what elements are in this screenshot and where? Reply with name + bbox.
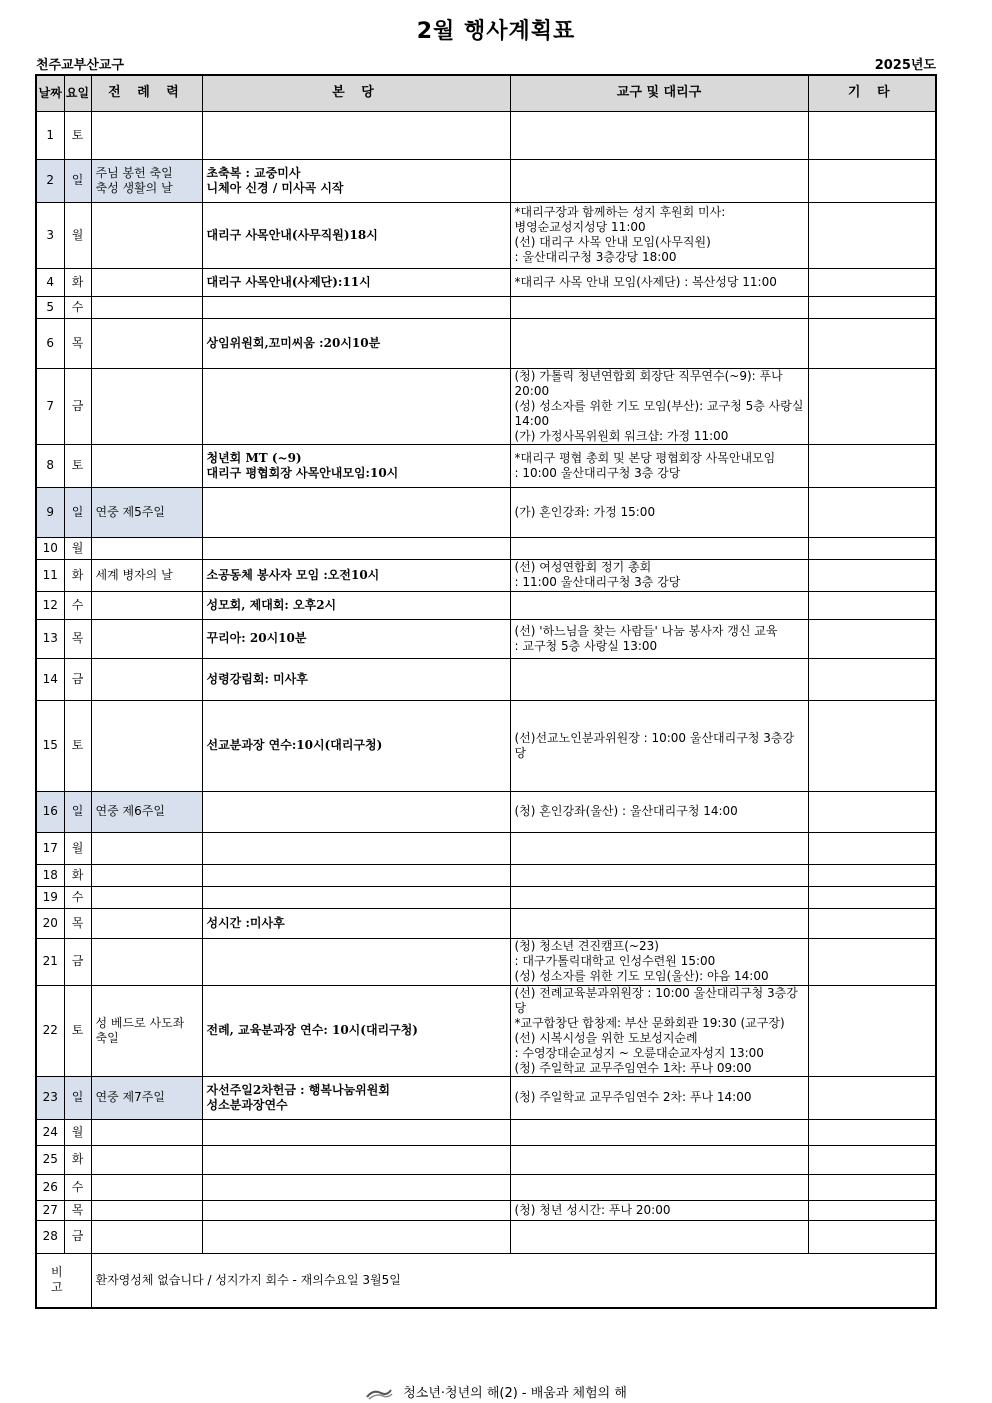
parish-cell: [202, 1174, 510, 1200]
liturgy-cell: [91, 111, 202, 159]
weekday-cell: 토: [64, 111, 91, 159]
schedule-body: [36, 111, 936, 1253]
parish-cell: [202, 537, 510, 559]
footer: [0, 1382, 992, 1401]
parish-cell: [202, 111, 510, 159]
table-row: [36, 658, 936, 700]
day-cell: 21: [36, 938, 64, 985]
table-row: [36, 296, 936, 318]
liturgy-cell: [91, 296, 202, 318]
weekday-cell: 목: [64, 619, 91, 658]
other-cell: [808, 886, 936, 908]
diocese-cell: (청) 청년 성시간: 푸나 20:00: [510, 1200, 808, 1220]
table-row: [36, 1200, 936, 1220]
other-cell: [808, 1200, 936, 1220]
note-row: [36, 1253, 936, 1308]
day-cell: 25: [36, 1145, 64, 1174]
other-cell: [808, 700, 936, 791]
diocese-cell: [510, 864, 808, 886]
note-label: 비 고: [36, 1253, 91, 1308]
weekday-cell: 목: [64, 908, 91, 938]
page-title: 2월 행사계획표: [416, 19, 576, 44]
footer-text: 청소년·청년의 해(2) - 배움과 체험의 해: [403, 1386, 627, 1401]
parish-cell: 대리구 사목안내(사제단):11시: [202, 268, 510, 296]
table-row: [36, 268, 936, 296]
other-cell: [808, 296, 936, 318]
other-cell: [808, 537, 936, 559]
weekday-cell: 수: [64, 591, 91, 619]
weekday-cell: 화: [64, 864, 91, 886]
liturgy-cell: [91, 908, 202, 938]
table-row: [36, 111, 936, 159]
liturgy-cell: 주님 봉헌 축일 축성 생활의 날: [91, 159, 202, 202]
other-cell: [808, 444, 936, 487]
table-row: [36, 700, 936, 791]
day-cell: 8: [36, 444, 64, 487]
parish-cell: [202, 1200, 510, 1220]
table-row: [36, 444, 936, 487]
diocese-cell: [510, 1145, 808, 1174]
diocese-cell: [510, 658, 808, 700]
day-cell: 11: [36, 559, 64, 591]
liturgy-cell: [91, 619, 202, 658]
parish-cell: [202, 832, 510, 864]
day-cell: 23: [36, 1076, 64, 1119]
parish-cell: [202, 1220, 510, 1253]
header-parish: 본 당: [202, 75, 510, 111]
diocese-cell: [510, 1220, 808, 1253]
diocese-cell: (청) 가톨릭 청년연합회 회장단 직무연수(~9): 푸나 20:00 (성) 성소자를 위한 기도 모임(부산): 교구청 5층 사랑실 14:00 (가) 가정사목위원회 워크샵: 가정 11:00: [510, 368, 808, 444]
liturgy-cell: [91, 318, 202, 368]
liturgy-cell: [91, 444, 202, 487]
weekday-cell: 일: [64, 1076, 91, 1119]
table-row: [36, 886, 936, 908]
day-cell: 15: [36, 700, 64, 791]
table-row: [36, 1119, 936, 1145]
day-cell: 28: [36, 1220, 64, 1253]
table-row: [36, 202, 936, 268]
diocese-cell: [510, 318, 808, 368]
diocese-cell: [510, 886, 808, 908]
parish-cell: 전례, 교육분과장 연수: 10시(대리구청): [202, 985, 510, 1076]
liturgy-cell: [91, 658, 202, 700]
other-cell: [808, 1220, 936, 1253]
day-cell: 2: [36, 159, 64, 202]
other-cell: [808, 591, 936, 619]
diocese-cell: (선)선교노인분과위원장 : 10:00 울산대리구청 3층강당: [510, 700, 808, 791]
other-cell: [808, 159, 936, 202]
day-cell: 14: [36, 658, 64, 700]
other-cell: [808, 268, 936, 296]
table-row: [36, 591, 936, 619]
liturgy-cell: 연중 제6주일: [91, 791, 202, 832]
weekday-cell: 화: [64, 559, 91, 591]
weekday-cell: 월: [64, 202, 91, 268]
day-cell: 7: [36, 368, 64, 444]
day-cell: 26: [36, 1174, 64, 1200]
weekday-cell: 금: [64, 938, 91, 985]
day-cell: 3: [36, 202, 64, 268]
liturgy-cell: [91, 1145, 202, 1174]
diocese-cell: (청) 혼인강좌(울산) : 울산대리구청 14:00: [510, 791, 808, 832]
weekday-cell: 화: [64, 1145, 91, 1174]
diocese-cell: *대리구 평협 총회 및 본당 평협회장 사목안내모임 : 10:00 울산대리구청 3층 강당: [510, 444, 808, 487]
diocese-cell: [510, 1119, 808, 1145]
parish-cell: [202, 938, 510, 985]
weekday-cell: 월: [64, 537, 91, 559]
other-cell: [808, 908, 936, 938]
parish-cell: [202, 368, 510, 444]
header-row: [36, 75, 936, 111]
table-row: [36, 985, 936, 1076]
other-cell: [808, 487, 936, 537]
table-row: [36, 1076, 936, 1119]
weekday-cell: 일: [64, 159, 91, 202]
weekday-cell: 수: [64, 296, 91, 318]
other-cell: [808, 1174, 936, 1200]
table-row: [36, 559, 936, 591]
diocese-cell: [510, 111, 808, 159]
table-row: [36, 159, 936, 202]
liturgy-cell: [91, 591, 202, 619]
diocese-cell: [510, 908, 808, 938]
other-cell: [808, 202, 936, 268]
parish-cell: 성시간 :미사후: [202, 908, 510, 938]
day-cell: 13: [36, 619, 64, 658]
diocese-cell: (가) 혼인강좌: 가정 15:00: [510, 487, 808, 537]
liturgy-cell: 세계 병자의 날: [91, 559, 202, 591]
diocese-cell: *대리구 사목 안내 모임(사제단) : 복산성당 11:00: [510, 268, 808, 296]
table-row: [36, 864, 936, 886]
day-cell: 6: [36, 318, 64, 368]
parish-cell: [202, 487, 510, 537]
day-cell: 4: [36, 268, 64, 296]
table-row: [36, 368, 936, 444]
header-other: 기 타: [808, 75, 936, 111]
day-cell: 20: [36, 908, 64, 938]
other-cell: [808, 658, 936, 700]
parish-cell: 상임위원회,꼬미씨움 :20시10분: [202, 318, 510, 368]
day-cell: 16: [36, 791, 64, 832]
parish-cell: 선교분과장 연수:10시(대리구청): [202, 700, 510, 791]
weekday-cell: 토: [64, 985, 91, 1076]
weekday-cell: 금: [64, 658, 91, 700]
organization-name: 천주교부산교구: [36, 58, 124, 73]
diocese-cell: *대리구장과 함께하는 성지 후원회 미사: 병영순교성지성당 11:00 (선) 대리구 사목 안내 모임(사무직원) : 울산대리구청 3층강당 18:00: [510, 202, 808, 268]
diocese-cell: (선) '하느님을 찾는 사람들' 나눔 봉사자 갱신 교육 : 교구청 5층 사랑실 13:00: [510, 619, 808, 658]
diocese-cell: [510, 591, 808, 619]
day-cell: 22: [36, 985, 64, 1076]
liturgy-cell: 연중 제7주일: [91, 1076, 202, 1119]
liturgy-cell: 성 베드로 사도좌 축일: [91, 985, 202, 1076]
day-cell: 12: [36, 591, 64, 619]
liturgy-cell: [91, 1200, 202, 1220]
other-cell: [808, 864, 936, 886]
day-cell: 10: [36, 537, 64, 559]
liturgy-cell: [91, 268, 202, 296]
year-label: 2025년도: [874, 58, 936, 73]
diocese-cell: [510, 296, 808, 318]
table-row: [36, 619, 936, 658]
liturgy-cell: [91, 1174, 202, 1200]
parish-cell: [202, 864, 510, 886]
liturgy-cell: [91, 537, 202, 559]
liturgy-cell: [91, 1119, 202, 1145]
table-row: [36, 487, 936, 537]
parish-cell: 청년회 MT (~9) 대리구 평협회장 사목안내모임:10시: [202, 444, 510, 487]
other-cell: [808, 619, 936, 658]
weekday-cell: 토: [64, 700, 91, 791]
header-weekday: 요일: [64, 75, 91, 111]
liturgy-cell: [91, 864, 202, 886]
diocese-cell: (청) 주일학교 교무주임연수 2차: 푸나 14:00: [510, 1076, 808, 1119]
weekday-cell: 일: [64, 791, 91, 832]
liturgy-cell: [91, 202, 202, 268]
diocese-cell: [510, 537, 808, 559]
table-row: [36, 832, 936, 864]
other-cell: [808, 832, 936, 864]
other-cell: [808, 791, 936, 832]
other-cell: [808, 318, 936, 368]
table-row: [36, 1145, 936, 1174]
schedule-table: [35, 74, 937, 1309]
other-cell: [808, 985, 936, 1076]
table-row: [36, 791, 936, 832]
liturgy-cell: [91, 700, 202, 791]
weekday-cell: 토: [64, 444, 91, 487]
header-liturgy: 전 례 력: [91, 75, 202, 111]
parish-cell: [202, 791, 510, 832]
other-cell: [808, 938, 936, 985]
day-cell: 18: [36, 864, 64, 886]
weekday-cell: 금: [64, 368, 91, 444]
other-cell: [808, 1119, 936, 1145]
day-cell: 9: [36, 487, 64, 537]
weekday-cell: 금: [64, 1220, 91, 1253]
weekday-cell: 월: [64, 832, 91, 864]
day-cell: 5: [36, 296, 64, 318]
liturgy-cell: [91, 938, 202, 985]
liturgy-cell: [91, 832, 202, 864]
other-cell: [808, 1076, 936, 1119]
parish-cell: [202, 296, 510, 318]
table-row: [36, 1220, 936, 1253]
parish-cell: 초축복 : 교중미사 니체아 신경 / 미사곡 시작: [202, 159, 510, 202]
header-diocese: 교구 및 대리구: [510, 75, 808, 111]
parish-cell: 꾸리아: 20시10분: [202, 619, 510, 658]
liturgy-cell: [91, 1220, 202, 1253]
diocese-cell: (선) 전례교육분과위원장 : 10:00 울산대리구청 3층강당 *교구합창단 합창제: 부산 문화회관 19:30 (교구장) (선) 시복시성을 위한 도보성지순례 : 수영장대순교성지 ~ 오륜대순교자성지 13:00 (청) 주일학교 교무주임연수 1차: 푸나 09:00: [510, 985, 808, 1076]
parish-cell: [202, 1145, 510, 1174]
day-cell: 17: [36, 832, 64, 864]
parish-cell: 자선주일2차헌금 : 행복나눔위원회 성소분과장연수: [202, 1076, 510, 1119]
other-cell: [808, 559, 936, 591]
day-cell: 24: [36, 1119, 64, 1145]
weekday-cell: 화: [64, 268, 91, 296]
diocese-cell: (청) 청소년 견진캠프(~23) : 대구가톨릭대학교 인성수련원 15:00 (성) 성소자를 위한 기도 모임(울산): 야음 14:00: [510, 938, 808, 985]
day-cell: 27: [36, 1200, 64, 1220]
weekday-cell: 목: [64, 1200, 91, 1220]
note-text: 환자영성체 없습니다 / 성지가지 회수 - 재의수요일 3월5일: [91, 1253, 936, 1308]
weekday-cell: 수: [64, 886, 91, 908]
weekday-cell: 수: [64, 1174, 91, 1200]
header-day: 날짜: [36, 75, 64, 111]
day-cell: 1: [36, 111, 64, 159]
liturgy-cell: 연중 제5주일: [91, 487, 202, 537]
table-row: [36, 908, 936, 938]
weekday-cell: 일: [64, 487, 91, 537]
day-cell: 19: [36, 886, 64, 908]
parish-cell: 성모회, 제대회: 오후2시: [202, 591, 510, 619]
table-row: [36, 537, 936, 559]
table-row: [36, 938, 936, 985]
table-row: [36, 318, 936, 368]
other-cell: [808, 111, 936, 159]
diocese-cell: [510, 159, 808, 202]
parish-cell: 성령강림회: 미사후: [202, 658, 510, 700]
diocese-cell: (선) 여성연합회 정기 총회 : 11:00 울산대리구청 3층 강당: [510, 559, 808, 591]
weekday-cell: 월: [64, 1119, 91, 1145]
parish-cell: [202, 886, 510, 908]
logo-icon: [365, 1387, 393, 1401]
table-row: [36, 1174, 936, 1200]
diocese-cell: [510, 1174, 808, 1200]
parish-cell: 대리구 사목안내(사무직원)18시: [202, 202, 510, 268]
liturgy-cell: [91, 886, 202, 908]
diocese-cell: [510, 832, 808, 864]
parish-cell: 소공동체 봉사자 모임 :오전10시: [202, 559, 510, 591]
other-cell: [808, 368, 936, 444]
other-cell: [808, 1145, 936, 1174]
liturgy-cell: [91, 368, 202, 444]
weekday-cell: 목: [64, 318, 91, 368]
parish-cell: [202, 1119, 510, 1145]
